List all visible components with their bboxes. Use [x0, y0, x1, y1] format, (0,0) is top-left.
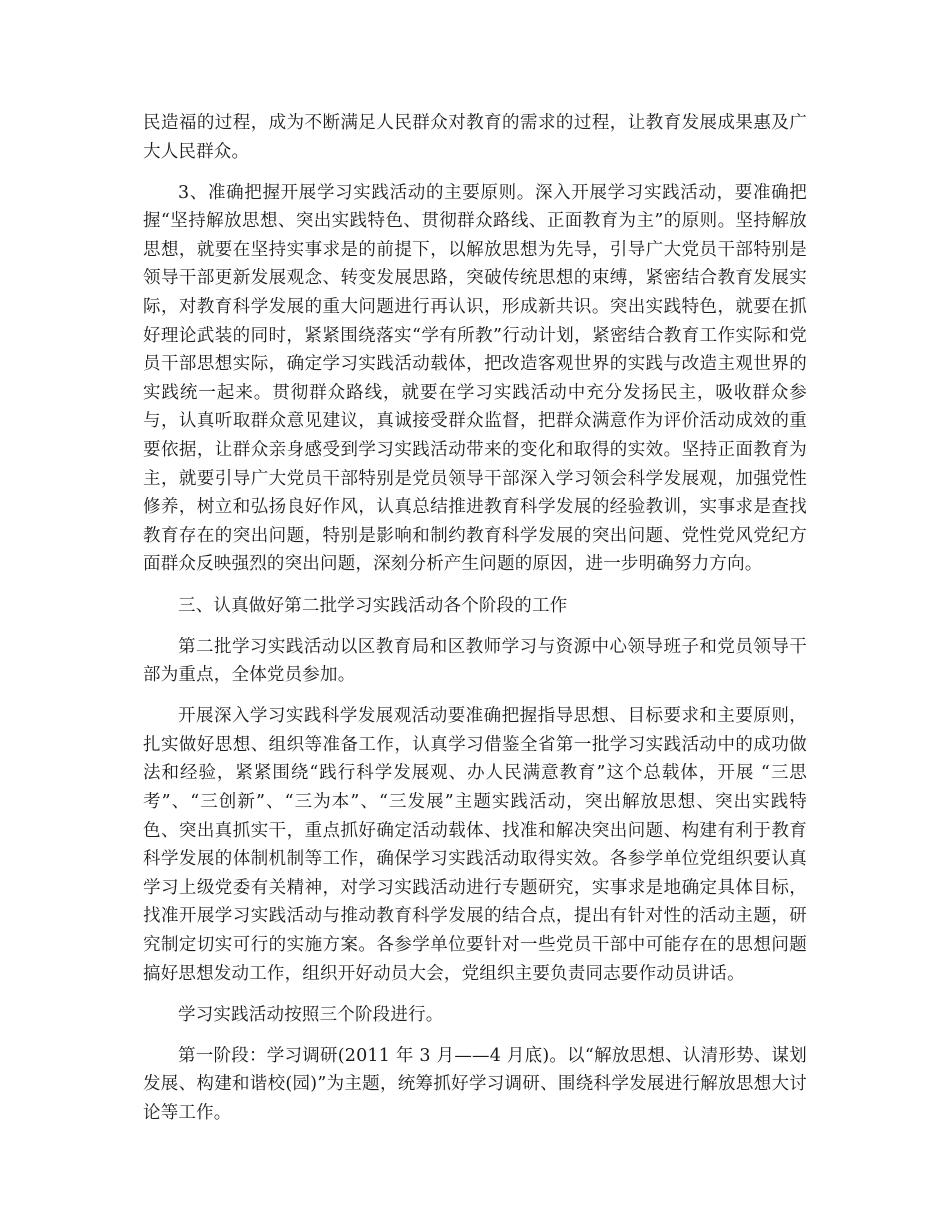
section-heading-three: 三、认真做好第二批学习实践活动各个阶段的工作 [178, 595, 568, 616]
paragraph-stage-one: 第一阶段：学习调研(2011 年 3 月——4 月底)。以“解放思想、认清形势、谋划发展、构建和谐校(园)”为主题，统筹抓好学习调研、围绕科学发展进行解放思想大讨论等工作。 [143, 1045, 807, 1123]
paragraph-second-batch: 第二批学习实践活动以区教育局和区教师学习与资源中心领导班子和党员领导干部为重点，全体党员参加。 [143, 636, 807, 686]
paragraph-activities: 开展深入学习实践科学发展观活动要准确把握指导思想、目标要求和主要原则，扎实做好思想、组织等准备工作，认真学习借鉴全省第一批学习实践活动中的成功做法和经验，紧紧围绕“践行科学发展观、办人民满意教育”这个总载体，开展 “三思考”、“三创新”、“三为本”、“三发展”主题实践活动，突出解放思想、突出实践特色、突出真抓实干，重点抓好确定活动载体、找准和解决突出问题、构建有利于教育科学发展的体制机制等工作，确保学习实践活动取得实效。各参学单位党组织要认真学习上级党委有关精神，对学习实践活动进行专题研究，实事求是地确定具体目标，找准开展学习实践活动与推动教育科学发展的结合点，提出有针对性的活动主题，研究制定切实可行的实施方案。各参学单位要针对一些党员干部中可能存在的思想问题搞好思想发动工作，组织开好动员大会，党组织主要负责同志要作动员讲话。 [143, 706, 807, 984]
paragraph-principles: 3、准确把握开展学习实践活动的主要原则。深入开展学习实践活动，要准确把握“坚持解放思想、突出实践特色、贯彻群众路线、正面教育为主”的原则。坚持解放思想，就要在坚持实事求是的前提下，以解放思想为先导，引导广大党员干部特别是领导干部更新发展观念、转变发展思路，突破传统思想的束缚，紧密结合教育发展实际，对教育科学发展的重大问题进行再认识，形成新共识。突出实践特色，就要在抓好理论武装的同时，紧紧围绕落实“学有所教”行动计划，紧密结合教育工作实际和党员干部思想实际，确定学习实践活动载体，把改造客观世界的实践与改造主观世界的实践统一起来。贯彻群众路线，就要在学习实践活动中充分发扬民主，吸收群众参与，认真听取群众意见建议，真诚接受群众监督，把群众满意作为评价活动成效的重要依据，让群众亲身感受到学习实践活动带来的变化和取得的实效。坚持正面教育为主，就要引导广大党员干部特别是党员领导干部深入学习领会科学发展观，加强党性修养，树立和弘扬良好作风，认真总结推进教育科学发展的经验教训，实事求是查找教育存在的突出问题，特别是影响和制约教育科学发展的突出问题、党性党风党纪方面群众反映强烈的突出问题，深刻分析产生问题的原因，进一步明确努力方向。 [143, 182, 807, 575]
paragraph-three-stages: 学习实践活动按照三个阶段进行。 [178, 1004, 444, 1025]
paragraph-continuation: 民造福的过程，成为不断满足人民群众对教育的需求的过程，让教育发展成果惠及广大人民群众。 [143, 113, 807, 162]
